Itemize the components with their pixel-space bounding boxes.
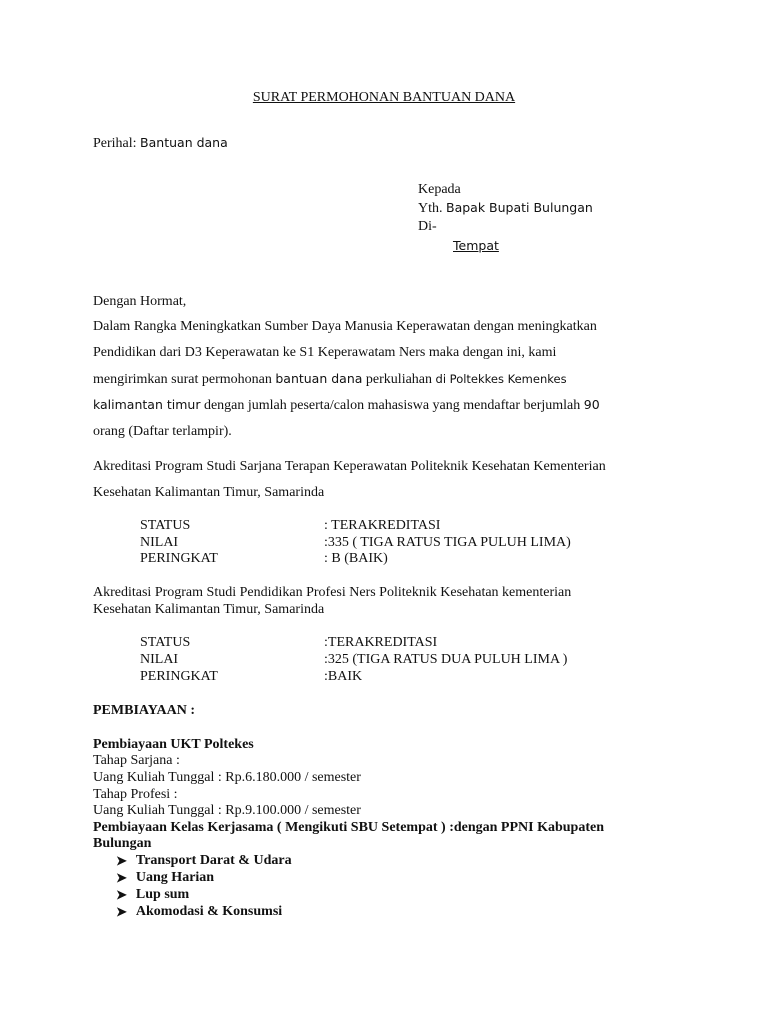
profesi-value: Uang Kuliah Tunggal : Rp.9.100.000 / semester: [93, 803, 361, 818]
list-item-label: Akomodasi & Konsumsi: [135, 904, 283, 919]
list-item-label: Transport Darat & Udara: [135, 853, 292, 868]
arrow-bullet-icon: ➤: [116, 870, 127, 885]
arrow-bullet-icon: ➤: [116, 887, 127, 902]
list-item: [116, 852, 292, 869]
body-line-5: orang (Daftar terlampir).: [93, 424, 232, 439]
recipient-name: Bapak Bupati Bulungan: [446, 200, 593, 215]
akreditasi2-nilai-value: :325 (TIGA RATUS DUA PULUH LIMA ): [324, 652, 568, 667]
arrow-bullet-icon: ➤: [116, 853, 127, 868]
recipient-kepada: Kepada: [418, 182, 461, 197]
akreditasi2-peringkat-label: PERINGKAT: [140, 669, 218, 684]
pembiayaan-heading: PEMBIAYAAN :: [93, 703, 196, 718]
list-item: [116, 869, 214, 886]
akreditasi2-line-1: Akreditasi Program Studi Pendidikan Profesi Ners Politeknik Kesehatan kementerian: [93, 585, 572, 600]
recipient-di: Di-: [418, 219, 437, 234]
akreditasi1-status-value: : TERAKREDITASI: [324, 518, 441, 533]
akreditasi1-nilai-value: :335 ( TIGA RATUS TIGA PULUH LIMA): [324, 535, 571, 550]
body-line-1: Dalam Rangka Meningkatkan Sumber Daya Manusia Keperawatan dengan meningkatkan: [93, 319, 597, 334]
akreditasi1-status-label: STATUS: [140, 518, 191, 533]
body-line-4-part: dengan jumlah peserta/calon mahasiswa yang mendaftar berjumlah: [200, 398, 584, 413]
body-line-3-poltekkes: di Poltekkes Kemenkes: [435, 372, 567, 386]
perihal-line: [93, 134, 228, 152]
body-line-2: Pendidikan dari D3 Keperawatan ke S1 Keperawatam Ners maka dengan ini, kami: [93, 345, 557, 360]
body-line-4-kaltim: kalimantan timur: [93, 397, 201, 412]
akreditasi1-peringkat-value: : B (BAIK): [324, 551, 388, 566]
body-line-3-part: perkuliahan: [362, 372, 436, 387]
akreditasi2-status-value: :TERAKREDITASI: [324, 635, 438, 650]
list-item-label: Uang Harian: [135, 870, 215, 885]
akreditasi2-peringkat-value: :BAIK: [324, 669, 363, 684]
akreditasi2-status-label: STATUS: [140, 635, 191, 650]
ukt-heading: Pembiayaan UKT Poltekes: [93, 737, 254, 752]
list-item: [116, 903, 282, 920]
body-line-4: [93, 396, 600, 414]
profesi-label: Tahap Profesi :: [93, 787, 178, 802]
body-line-3: [93, 370, 567, 388]
perihal-value: Bantuan dana: [140, 135, 228, 150]
sarjana-label: Tahap Sarjana :: [93, 753, 180, 768]
recipient-tempat: Tempat: [453, 238, 499, 253]
body-line-3-part: mengirimkan surat permohonan: [93, 372, 276, 387]
akreditasi1-nilai-label: NILAI: [140, 535, 179, 550]
akreditasi1-line-2: Kesehatan Kalimantan Timur, Samarinda: [93, 485, 325, 500]
greeting: Dengan Hormat,: [93, 294, 187, 309]
recipient-yth: [418, 199, 593, 217]
akreditasi1-peringkat-label: PERINGKAT: [140, 551, 218, 566]
kelas-line-1: Pembiayaan Kelas Kerjasama ( Mengikuti SBU Setempat ) :dengan PPNI Kabupaten: [93, 820, 604, 835]
arrow-bullet-icon: ➤: [116, 904, 127, 919]
akreditasi1-line-1: Akreditasi Program Studi Sarjana Terapan Keperawatan Politeknik Kesehatan Kementerian: [93, 459, 606, 474]
sarjana-value: Uang Kuliah Tunggal : Rp.6.180.000 / semester: [93, 770, 361, 785]
perihal-label: Perihal:: [93, 136, 137, 151]
body-line-3-bantuan: bantuan dana: [275, 371, 363, 386]
akreditasi2-nilai-label: NILAI: [140, 652, 179, 667]
letter-title: SURAT PERMOHONAN BANTUAN DANA: [252, 90, 516, 105]
body-line-4-count: 90: [583, 397, 600, 412]
list-item: [116, 886, 189, 903]
list-item-label: Lup sum: [135, 887, 190, 902]
akreditasi2-line-2: Kesehatan Kalimantan Timur, Samarinda: [93, 602, 325, 617]
kelas-line-2: Bulungan: [93, 836, 152, 851]
recipient-yth-label: Yth.: [418, 201, 443, 216]
